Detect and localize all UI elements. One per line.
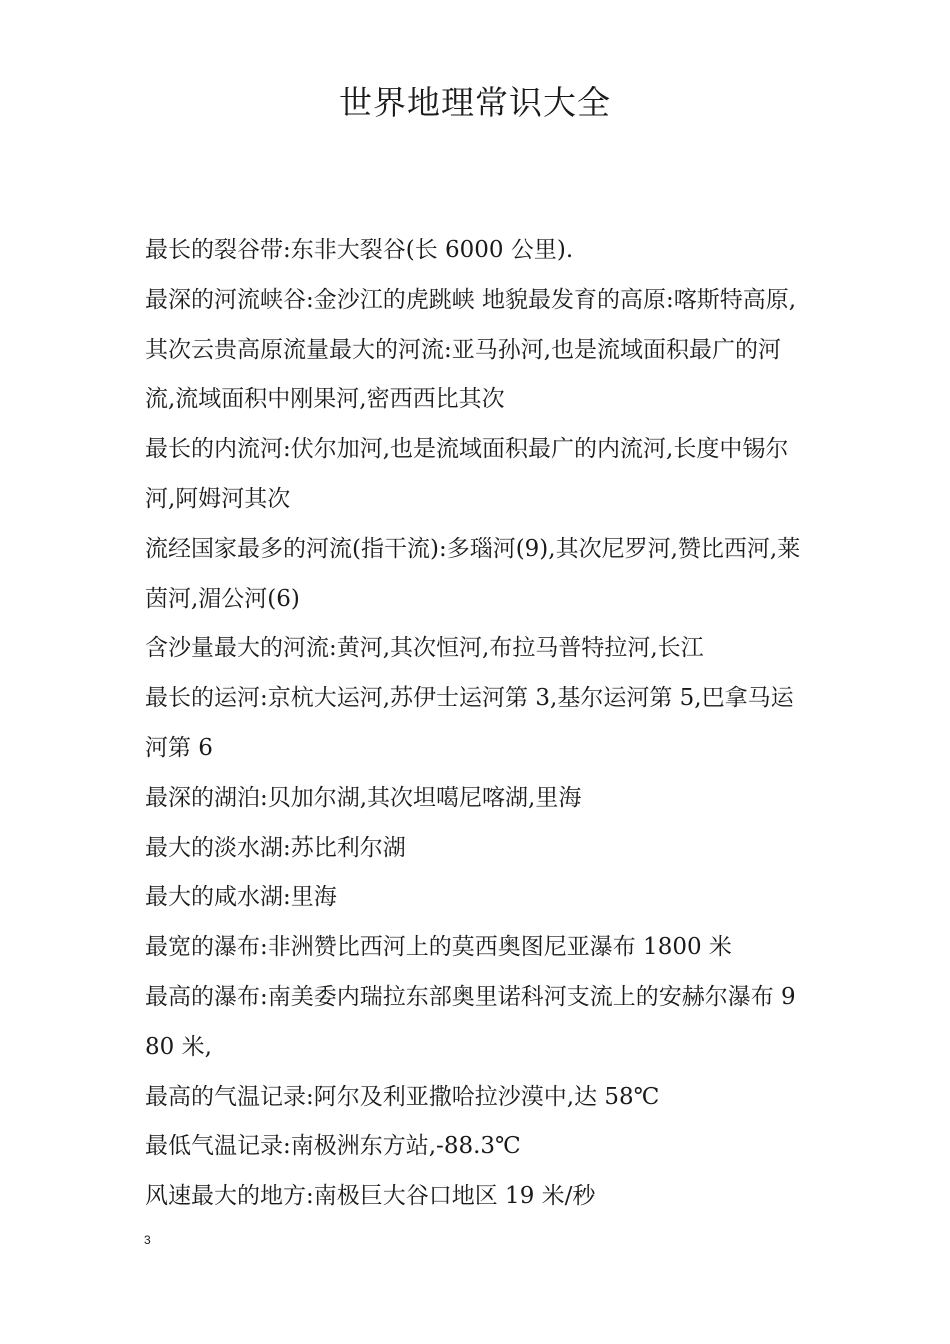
paragraph-freshwater-lake: 最大的淡水湖:苏比利尔湖 xyxy=(145,834,406,861)
page-number: 3 xyxy=(144,1233,151,1247)
paragraph-deepest-lake: 最深的湖泊:贝加尔湖,其次坦噶尼喀湖,里海 xyxy=(145,784,582,811)
paragraph-lowest-temperature: 最低气温记录:南极洲东方站,-88.3℃ xyxy=(145,1133,521,1160)
paragraph-river-gorge: 最深的河流峡谷:金沙江的虎跳峡 地貌最发育的高原:喀斯特高原,其次云贵高原流量最大的河流:亚马孙河,也是流域面积最广的河流,流域面积中刚果河,密西西比其次 xyxy=(145,286,797,413)
page-title: 世界地理常识大全 xyxy=(339,83,611,122)
paragraph-saltwater-lake: 最大的咸水湖:里海 xyxy=(145,884,337,911)
document-body xyxy=(145,226,810,1222)
paragraph-sediment-river: 含沙量最大的河流:黄河,其次恒河,布拉马普特拉河,长江 xyxy=(145,635,704,662)
paragraph-widest-waterfall: 最宽的瀑布:非洲赞比西河上的莫西奥图尼亚瀑布 1800 米 xyxy=(145,934,732,961)
paragraph-wind-speed: 风速最大的地方:南极巨大谷口地区 19 米/秒 xyxy=(145,1183,596,1210)
paragraph-inland-river: 最长的内流河:伏尔加河,也是流域面积最广的内流河,长度中锡尔河,阿姆河其次 xyxy=(145,436,789,512)
paragraph-canal: 最长的运河:京杭大运河,苏伊士运河第 3,基尔运河第 5,巴拿马运河第 6 xyxy=(145,685,794,761)
paragraph-rift-valley: 最长的裂谷带:东非大裂谷(长 6000 公里). xyxy=(145,237,574,263)
paragraph-highest-temperature: 最高的气温记录:阿尔及利亚撒哈拉沙漠中,达 58℃ xyxy=(145,1083,660,1110)
paragraph-international-river: 流经国家最多的河流(指干流):多瑙河(9),其次尼罗河,赞比西河,莱茵河,湄公河(6) xyxy=(145,535,801,612)
paragraph-highest-waterfall: 最高的瀑布:南美委内瑞拉东部奥里诺科河支流上的安赫尔瀑布 980 米, xyxy=(145,983,796,1060)
